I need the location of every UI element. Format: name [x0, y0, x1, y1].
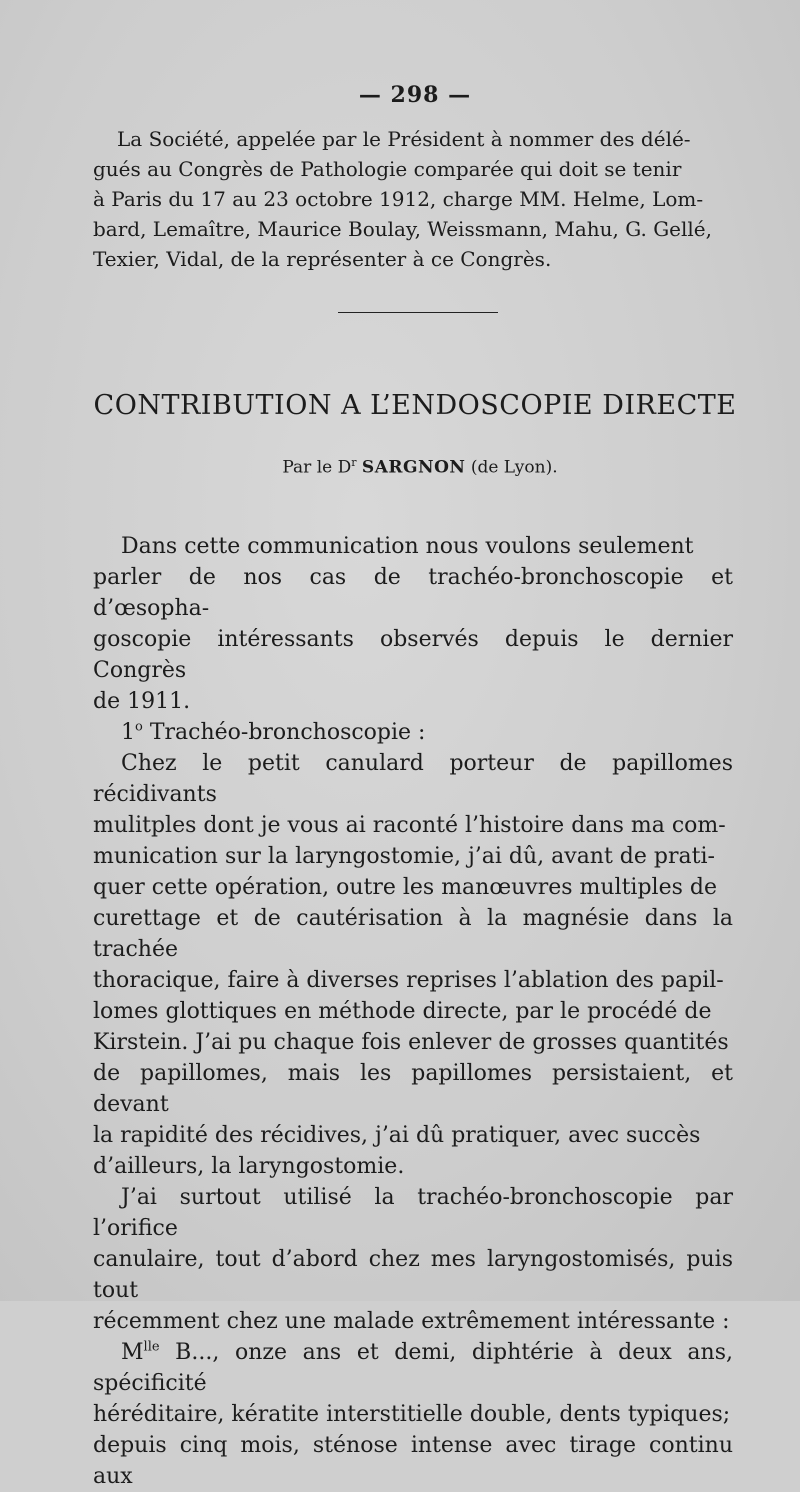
paragraph-2 [93, 717, 733, 748]
section-number-sup: o [135, 719, 143, 735]
patient-title-sup: lle [143, 1339, 160, 1355]
article-byline [0, 456, 800, 478]
patient-title: M [121, 1340, 144, 1365]
intro-paragraph-block [93, 124, 733, 274]
paragraph-4: J’ai surtout utilisé la trachéo-bronchoscopie par l’orifice canulaire, tout d’abord chez mes laryngostomisés, puis tout récemment chez une malade extrêmement intéressante : [93, 1185, 733, 1334]
section-heading: Trachéo-bronchoscopie : [142, 720, 426, 745]
section-number: 1 [121, 720, 135, 745]
section-divider [338, 312, 498, 313]
paragraph-5 [93, 1337, 733, 1492]
byline-suffix: (de Lyon). [470, 457, 558, 478]
article-title: CONTRIBUTION A L’ENDOSCOPIE DIRECTE [93, 390, 737, 421]
paragraph-1: Dans cette communication nous voulons seulement parler de nos cas de trachéo-bronchoscopie et d’œsopha- goscopie intéressants observés depuis le dernier Congrès de 1911. [93, 534, 733, 714]
byline-prefix: Par le D [282, 457, 352, 478]
article-body [93, 531, 733, 1492]
byline-author: SARGNON [361, 457, 466, 478]
byline-title-sup: r [351, 456, 357, 469]
intro-paragraph: La Société, appelée par le Président à nommer des délé- gués au Congrès de Pathologie comparée qui doit se tenir à Paris du 17 au 23 octobre 1912, charge MM. Helme, Lom- bard, Lemaître, Maurice Boulay, Weissmann, Mahu, G. Gellé, Texier, Vidal, de la représenter à ce Congrès. [93, 127, 712, 271]
paragraph-5-text: B..., onze ans et demi, diphtérie à deux ans, spécificité héréditaire, kératite interstitielle double, dents typiques; depuis cinq mois, sténose intense avec tirage continu aux [93, 1340, 733, 1489]
paragraph-3: Chez le petit canulard porteur de papillomes récidivants mulitples dont je vous ai raconté l’histoire dans ma com- munication sur la laryngostomie, j’ai dû, avant de prati- quer cette opération, outre les manœuvres multiples de curettage et de cautérisation à la magnésie dans la trachée thoracique, faire à diverses reprises l’ablation des papil- lomes glottiques en méthode directe, par le procédé de Kirstein. J’ai pu chaque fois enlever de grosses quantités de papillomes, mais les papillomes persistaient, et devant la rapidité des récidives, j’ai dû pratiquer, avec succès d’ailleurs, la laryngostomie. [93, 751, 733, 1179]
page-number: — 298 — [358, 82, 472, 108]
